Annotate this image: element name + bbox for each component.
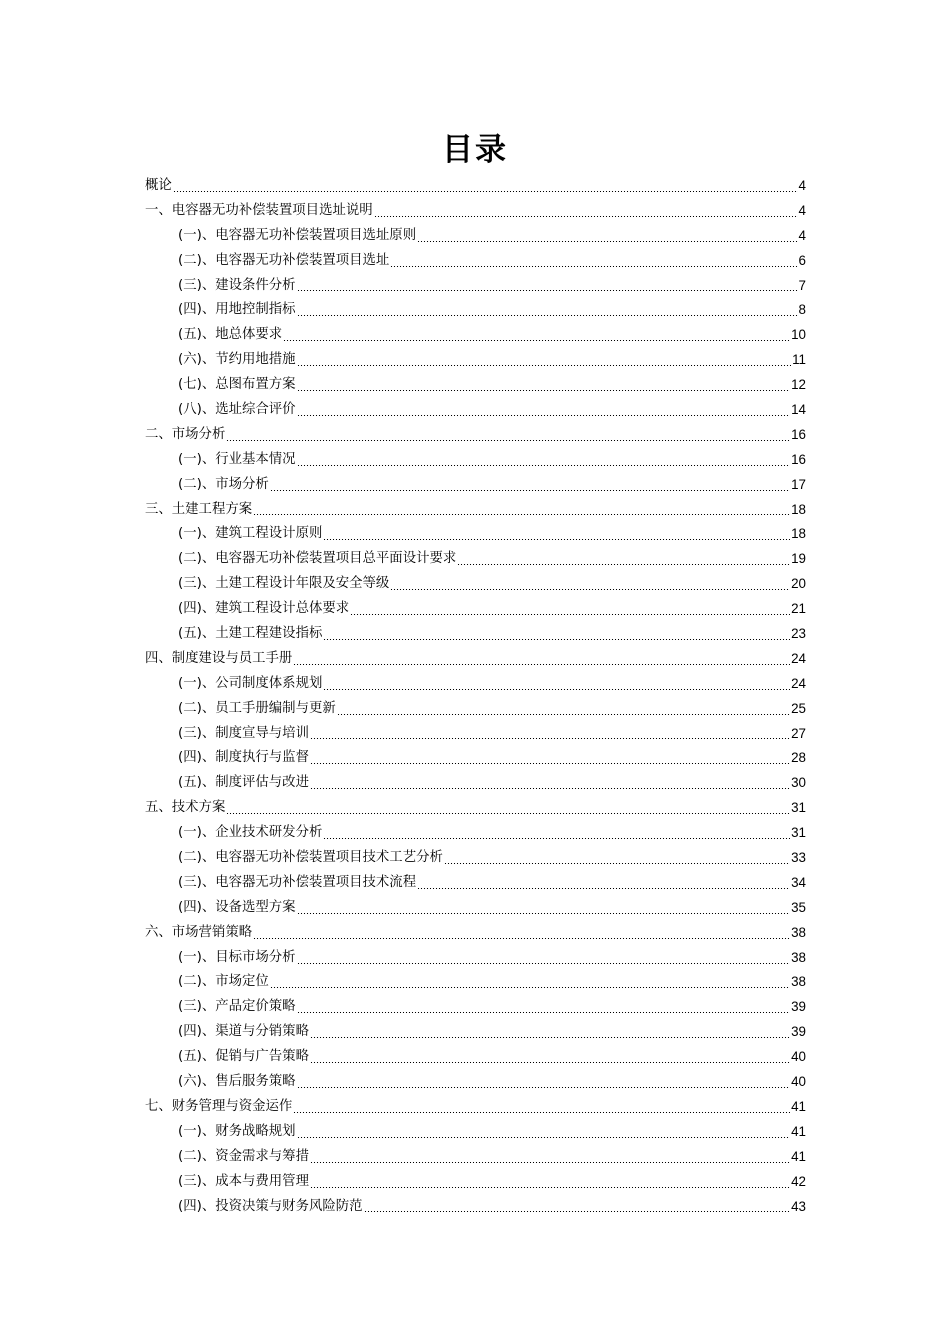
toc-entry-title: (二)、市场定位 xyxy=(178,974,269,990)
toc-page-number: 14 xyxy=(791,402,806,417)
toc-chapter-entry[interactable] xyxy=(145,199,806,224)
toc-section-entry[interactable] xyxy=(145,946,806,971)
toc-entry-title: (四)、投资决策与财务风险防范 xyxy=(178,1198,363,1214)
toc-page-number: 40 xyxy=(791,1049,806,1065)
toc-section-entry[interactable] xyxy=(145,323,806,348)
toc-dot-leader xyxy=(457,564,790,565)
toc-section-entry[interactable] xyxy=(145,1170,806,1195)
toc-page-number: 27 xyxy=(791,725,806,741)
toc-page-number: 39 xyxy=(791,1024,806,1040)
toc-page-number: 18 xyxy=(791,501,806,517)
toc-title: 目录 xyxy=(442,132,508,168)
toc-page-number: 38 xyxy=(791,924,806,940)
toc-section-entry[interactable] xyxy=(145,896,806,921)
toc-page-number: 4 xyxy=(798,202,806,218)
toc-dot-leader xyxy=(417,888,790,889)
toc-page-number: 11 xyxy=(792,352,806,368)
toc-entry-title: (一)、建筑工程设计原则 xyxy=(178,526,323,542)
toc-page-number: 7 xyxy=(798,277,806,293)
toc-entry-title: (四)、建筑工程设计总体要求 xyxy=(178,601,350,617)
toc-page-number: 16 xyxy=(791,451,806,467)
toc-dot-leader xyxy=(364,1211,791,1212)
toc-section-entry[interactable] xyxy=(145,473,806,498)
toc-section-entry[interactable] xyxy=(145,871,806,896)
toc-entry-title: (六)、节约用地措施 xyxy=(178,352,296,368)
toc-entry-title: 六、市场营销策略 xyxy=(145,924,253,940)
toc-page-number: 31 xyxy=(791,825,806,841)
toc-entry-title: (四)、用地控制指标 xyxy=(178,302,296,318)
toc-dot-leader xyxy=(270,987,790,988)
toc-page-number: 4 xyxy=(798,177,806,193)
toc-page-number: 10 xyxy=(791,327,806,343)
toc-dot-leader xyxy=(297,1137,791,1138)
toc-dot-leader xyxy=(297,365,792,366)
toc-entry-title: 概论 xyxy=(145,177,172,193)
toc-section-entry[interactable] xyxy=(145,971,806,996)
toc-section-entry[interactable] xyxy=(145,1045,806,1070)
toc-entry-title: (一)、目标市场分析 xyxy=(178,949,296,965)
toc-page-number: 24 xyxy=(791,650,806,666)
toc-entry-title: (五)、地总体要求 xyxy=(178,327,283,343)
toc-entry-title: (七)、总图布置方案 xyxy=(178,377,296,393)
toc-dot-leader xyxy=(297,1012,791,1013)
toc-entry-title: (二)、电容器无功补偿装置项目技术工艺分析 xyxy=(178,850,443,866)
toc-entry-title: (三)、制度宣导与培训 xyxy=(178,725,309,741)
toc-entry-title: (三)、成本与费用管理 xyxy=(178,1173,309,1189)
toc-section-entry[interactable] xyxy=(145,448,806,473)
toc-page-number: 16 xyxy=(791,426,806,442)
toc-entry-title: (四)、渠道与分销策略 xyxy=(178,1024,309,1040)
toc-entry-title: (三)、土建工程设计年限及安全等级 xyxy=(178,576,390,592)
toc-page-number: 34 xyxy=(791,874,806,890)
toc-entry-title: 一、电容器无功补偿装置项目选址说明 xyxy=(145,202,373,218)
toc-section-entry[interactable] xyxy=(145,821,806,846)
toc-chapter-entry[interactable] xyxy=(145,796,806,821)
toc-page-number: 31 xyxy=(791,800,806,816)
toc-section-entry[interactable] xyxy=(145,274,806,299)
toc-section-entry[interactable] xyxy=(145,373,806,398)
toc-section-entry[interactable] xyxy=(145,622,806,647)
toc-entry-title: 五、技术方案 xyxy=(145,800,226,816)
toc-page-number: 23 xyxy=(791,626,806,642)
toc-page-number: 17 xyxy=(791,476,806,492)
toc-section-entry[interactable] xyxy=(145,249,806,274)
toc-entry-title: (三)、电容器无功补偿装置项目技术流程 xyxy=(178,874,417,890)
toc-dot-leader xyxy=(310,1037,790,1038)
toc-dot-leader xyxy=(297,963,791,964)
toc-section-entry[interactable] xyxy=(145,1070,806,1095)
toc-entry-title: (一)、财务战略规划 xyxy=(178,1123,296,1139)
toc-section-entry[interactable] xyxy=(145,1020,806,1045)
toc-page-number: 41 xyxy=(791,1098,806,1114)
toc-dot-leader xyxy=(283,340,790,341)
toc-chapter-entry[interactable] xyxy=(145,423,806,448)
toc-page-number: 39 xyxy=(791,999,806,1015)
toc-entry-title: 七、财务管理与资金运作 xyxy=(145,1098,293,1114)
toc-page-number: 6 xyxy=(798,252,806,268)
toc-dot-leader xyxy=(323,539,790,540)
toc-chapter-entry[interactable] xyxy=(145,498,806,523)
toc-entry-title: (八)、选址综合评价 xyxy=(178,402,296,417)
toc-entry-title: (三)、产品定价策略 xyxy=(178,999,296,1015)
toc-dot-leader xyxy=(350,614,790,615)
toc-page-number: 40 xyxy=(791,1074,806,1090)
toc-section-entry[interactable] xyxy=(145,995,806,1020)
toc-entry-title: (四)、制度执行与监督 xyxy=(178,750,309,766)
toc-chapter-entry[interactable] xyxy=(145,174,806,199)
toc-page-number: 12 xyxy=(791,377,806,393)
toc-section-entry[interactable] xyxy=(145,771,806,796)
toc-section-entry[interactable] xyxy=(145,1195,806,1220)
toc-page-number: 41 xyxy=(791,1148,806,1164)
toc-page-number: 28 xyxy=(791,750,806,766)
toc-entry-title: (二)、电容器无功补偿装置项目选址 xyxy=(178,252,390,268)
toc-section-entry[interactable] xyxy=(145,697,806,722)
toc-page-number: 42 xyxy=(791,1173,806,1189)
toc-section-entry[interactable] xyxy=(145,1145,806,1170)
toc-entry-title: (二)、市场分析 xyxy=(178,476,269,492)
toc-page-number: 41 xyxy=(791,1123,806,1139)
toc-chapter-entry[interactable] xyxy=(145,647,806,672)
toc-entry-title: 二、市场分析 xyxy=(145,426,226,442)
toc-dot-leader xyxy=(310,1062,790,1063)
toc-page-number: 25 xyxy=(791,700,806,716)
toc-section-entry[interactable] xyxy=(145,398,806,423)
toc-entry-title: (一)、电容器无功补偿装置项目选址原则 xyxy=(178,227,417,243)
toc-section-entry[interactable] xyxy=(145,547,806,572)
toc-dot-leader xyxy=(253,938,790,939)
toc-dot-leader xyxy=(310,763,790,764)
toc-section-entry[interactable] xyxy=(145,746,806,771)
toc-entry-title: (五)、制度评估与改进 xyxy=(178,775,309,791)
toc-dot-leader xyxy=(417,241,797,242)
toc-section-entry[interactable] xyxy=(145,597,806,622)
toc-dot-leader xyxy=(444,863,790,864)
toc-entry-title: (六)、售后服务策略 xyxy=(178,1074,296,1090)
toc-dot-leader xyxy=(226,440,790,441)
toc-section-entry[interactable] xyxy=(145,672,806,697)
toc-dot-leader xyxy=(270,490,790,491)
toc-section-entry[interactable] xyxy=(145,298,806,323)
toc-dot-leader xyxy=(323,838,790,839)
toc-page-number: 35 xyxy=(791,899,806,915)
toc-entry-title: 四、制度建设与员工手册 xyxy=(145,650,293,666)
toc-entry-title: (五)、土建工程建设指标 xyxy=(178,626,323,642)
toc-entry-title: (五)、促销与广告策略 xyxy=(178,1049,309,1065)
toc-dot-leader xyxy=(310,1187,790,1188)
toc-page-number: 24 xyxy=(791,675,806,691)
toc-dot-leader xyxy=(293,1112,790,1113)
toc-section-entry[interactable] xyxy=(145,348,806,373)
toc-page-number: 43 xyxy=(791,1198,806,1214)
toc-section-entry[interactable] xyxy=(145,846,806,871)
toc-chapter-entry[interactable] xyxy=(145,921,806,946)
toc-entry-title: (一)、企业技术研发分析 xyxy=(178,825,323,841)
toc-entry-title: 三、土建工程方案 xyxy=(145,501,253,517)
toc-dot-leader xyxy=(297,465,791,466)
toc-page-number: 8 xyxy=(798,302,806,318)
toc-section-entry[interactable] xyxy=(145,572,806,597)
toc-page-number: 18 xyxy=(791,526,806,542)
toc-entry-title: (三)、建设条件分析 xyxy=(178,277,296,293)
toc-dot-leader xyxy=(297,913,791,914)
toc-dot-leader xyxy=(310,788,790,789)
toc-dot-leader xyxy=(390,266,797,267)
toc-dot-leader xyxy=(297,415,791,416)
toc-dot-leader xyxy=(337,714,790,715)
toc-dot-leader xyxy=(297,1087,791,1088)
toc-entry-title: (二)、员工手册编制与更新 xyxy=(178,700,336,716)
toc-dot-leader xyxy=(173,191,798,192)
toc-dot-leader xyxy=(297,390,791,391)
toc-dot-leader xyxy=(374,216,798,217)
toc-dot-leader xyxy=(297,290,798,291)
toc-section-entry[interactable] xyxy=(145,722,806,747)
toc-page-number: 38 xyxy=(791,974,806,990)
toc-page-number: 20 xyxy=(791,576,806,592)
toc-page-number: 21 xyxy=(791,601,806,617)
toc-entry-title: (一)、行业基本情况 xyxy=(178,451,296,467)
toc-entry-title: (二)、资金需求与筹措 xyxy=(178,1148,309,1164)
toc-dot-leader xyxy=(297,315,798,316)
table-of-contents xyxy=(145,174,806,1219)
toc-dot-leader xyxy=(390,589,790,590)
toc-dot-leader xyxy=(293,664,790,665)
toc-page-number: 4 xyxy=(798,227,806,243)
toc-section-entry[interactable] xyxy=(145,224,806,249)
toc-section-entry[interactable] xyxy=(145,522,806,547)
toc-page-number: 30 xyxy=(791,775,806,791)
toc-dot-leader xyxy=(323,639,790,640)
toc-dot-leader xyxy=(310,738,790,739)
toc-page-number: 33 xyxy=(791,850,806,866)
toc-entry-title: (四)、设备选型方案 xyxy=(178,899,296,915)
toc-dot-leader xyxy=(310,1162,790,1163)
toc-page-number: 19 xyxy=(791,551,806,567)
toc-chapter-entry[interactable] xyxy=(145,1095,806,1120)
toc-dot-leader xyxy=(323,689,790,690)
toc-dot-leader xyxy=(253,514,790,515)
toc-page-number: 38 xyxy=(791,949,806,965)
toc-section-entry[interactable] xyxy=(145,1120,806,1145)
toc-entry-title: (二)、电容器无功补偿装置项目总平面设计要求 xyxy=(178,551,457,567)
toc-dot-leader xyxy=(226,813,790,814)
toc-entry-title: (一)、公司制度体系规划 xyxy=(178,675,323,691)
